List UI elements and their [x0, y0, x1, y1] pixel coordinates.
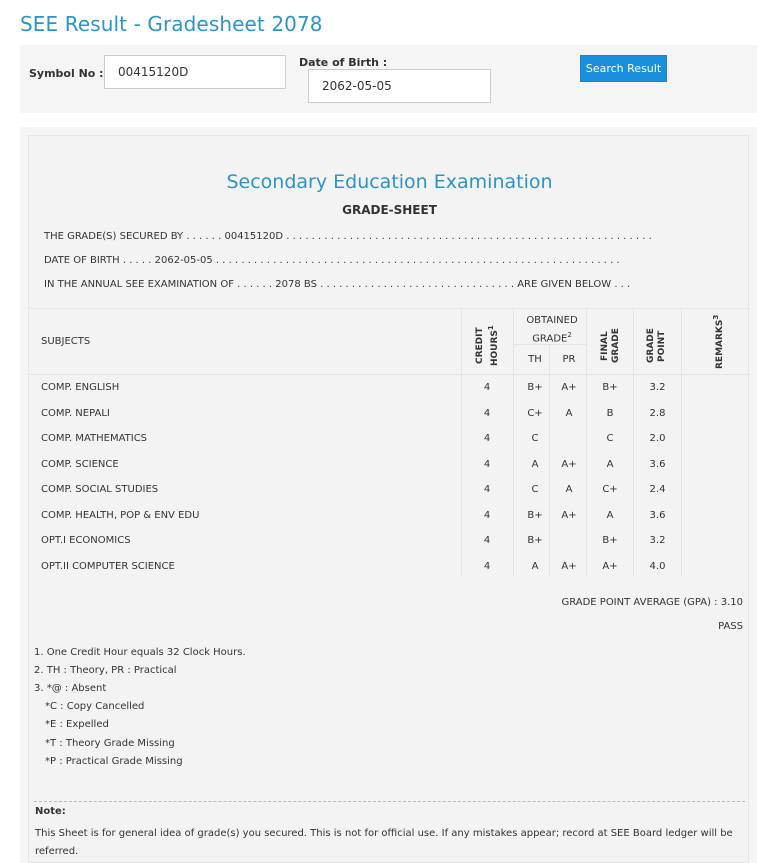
subject-cell: COMP. HEALTH, POP & ENV EDU [41, 509, 200, 521]
th-grade-cell: C [531, 484, 539, 495]
grade-point-cell: 3.2 [649, 535, 666, 546]
header-obtained-grade: OBTAINED GRADE$^2$ [526, 315, 578, 345]
pr-grade-cell: A+ [561, 458, 577, 470]
subject-cell: OPT.I ECONOMICS [41, 535, 131, 546]
table-row [29, 453, 750, 478]
footnote-absent: 3. *@ : Absent [34, 683, 107, 694]
credit-cell: 4 [483, 484, 491, 495]
credit-cell: 4 [483, 458, 491, 470]
search-form [20, 45, 757, 113]
footnote-expelled: *E : Expelled [45, 719, 109, 730]
final-grade-cell: A [606, 509, 614, 521]
header-credit-hours: CREDIT HOURS$^1$ [475, 325, 500, 367]
subject-cell: COMP. NEPALI [41, 407, 110, 419]
table-row [29, 376, 750, 401]
exam-title: Secondary Education Examination [226, 171, 553, 193]
subject-cell: COMP. SOCIAL STUDIES [41, 484, 159, 495]
header-remarks: REMARKS$^3$ [712, 314, 725, 370]
final-grade-cell: C [606, 433, 614, 444]
final-grade-cell: A [606, 458, 614, 470]
footnote-th-pr: 2. TH : Theory, PR : Practical [34, 665, 177, 676]
subject-cell: COMP. ENGLISH [41, 382, 120, 393]
th-grade-cell: B+ [527, 535, 543, 546]
search-result-button[interactable]: Search Result [580, 55, 667, 82]
info-examination: IN THE ANNUAL SEE EXAMINATION OF . . . . . . 2078 BS . . . . . . . . . . . . . . . . . . . . . . . . . . . . . . . ARE GIVEN BELOW . . . [44, 279, 631, 290]
th-grade-cell: C [531, 433, 539, 444]
header-subjects: SUBJECTS [41, 336, 91, 347]
header-grade-point: GRADE POINT [646, 328, 667, 364]
credit-cell: 4 [483, 509, 491, 521]
footnote-practical-missing: *P : Practical Grade Missing [45, 756, 183, 767]
pr-grade-cell: A+ [561, 560, 577, 572]
info-date-of-birth: DATE OF BIRTH . . . . . 2062-05-05 . . . . . . . . . . . . . . . . . . . . . . . . . . . . . . . . . . . . . . . . . . . . . . . . . . . . . . . . . . . . . . . . [44, 255, 620, 266]
grade-point-cell: 2.0 [649, 433, 666, 444]
th-grade-cell: A [531, 560, 539, 572]
th-grade-cell: A [531, 458, 539, 470]
final-grade-cell: B+ [602, 535, 618, 546]
th-grade-cell: B+ [527, 382, 543, 393]
note-heading: Note: [35, 806, 66, 817]
table-row [29, 478, 750, 503]
page-title: SEE Result - Gradesheet 2078 [20, 12, 323, 36]
note-text: This Sheet is for general idea of grade(s) you secured. This is not for official use. If any mistakes appear; record at SEE Board ledger will be referred. [35, 828, 733, 857]
grade-point-cell: 3.6 [649, 458, 666, 470]
symbol-label: Symbol No : [29, 67, 104, 80]
footnote-copy-cancelled: *C : Copy Cancelled [45, 701, 145, 712]
gpa-value: GRADE POINT AVERAGE (GPA) : 3.10 [561, 597, 743, 608]
th-grade-cell: B+ [527, 509, 543, 521]
table-row [29, 529, 750, 554]
dob-label: Date of Birth : [299, 56, 388, 69]
result-status: PASS [718, 621, 743, 632]
dob-input[interactable] [308, 69, 491, 103]
note-divider [34, 801, 745, 802]
table-row [29, 555, 750, 580]
footnote-theory-missing: *T : Theory Grade Missing [45, 738, 175, 749]
info-secured-by: THE GRADE(S) SECURED BY . . . . . . 00415120D . . . . . . . . . . . . . . . . . . . . . . . . . . . . . . . . . . . . . . . . . . . . . . . . . . . . . . . . . . [44, 231, 652, 242]
pr-grade-cell: A [565, 407, 573, 419]
credit-cell: 4 [483, 560, 491, 572]
pr-grade-cell: A [565, 484, 573, 495]
pr-grade-cell: A+ [561, 382, 577, 393]
credit-cell: 4 [483, 433, 491, 444]
sheet-title: GRADE-SHEET [342, 203, 437, 217]
header-pr: PR [562, 354, 576, 365]
credit-cell: 4 [483, 382, 491, 393]
credit-cell: 4 [483, 535, 491, 546]
grade-point-cell: 4.0 [649, 560, 666, 572]
pr-grade-cell: A+ [561, 509, 577, 521]
header-final-grade: FINAL GRADE [600, 328, 621, 364]
subject-cell: COMP. MATHEMATICS [41, 433, 148, 444]
subject-cell: COMP. SCIENCE [41, 458, 119, 470]
grade-point-cell: 3.6 [649, 509, 666, 521]
footnote-credit-hour: 1. One Credit Hour equals 32 Clock Hours. [34, 647, 246, 658]
th-grade-cell: C+ [527, 407, 543, 419]
grade-point-cell: 3.2 [649, 382, 666, 393]
final-grade-cell: B [606, 407, 614, 419]
gradesheet [28, 135, 749, 863]
table-row [29, 504, 750, 529]
credit-cell: 4 [483, 407, 491, 419]
final-grade-cell: A+ [602, 560, 618, 572]
gradesheet-panel [20, 127, 757, 863]
grade-point-cell: 2.4 [649, 484, 666, 495]
table-row [29, 402, 750, 427]
final-grade-cell: C+ [602, 484, 618, 495]
grade-point-cell: 2.8 [649, 407, 666, 419]
subject-cell: OPT.II COMPUTER SCIENCE [41, 560, 175, 572]
final-grade-cell: B+ [602, 382, 618, 393]
symbol-input[interactable] [104, 55, 286, 89]
header-th: TH [528, 354, 542, 365]
table-row [29, 427, 750, 452]
